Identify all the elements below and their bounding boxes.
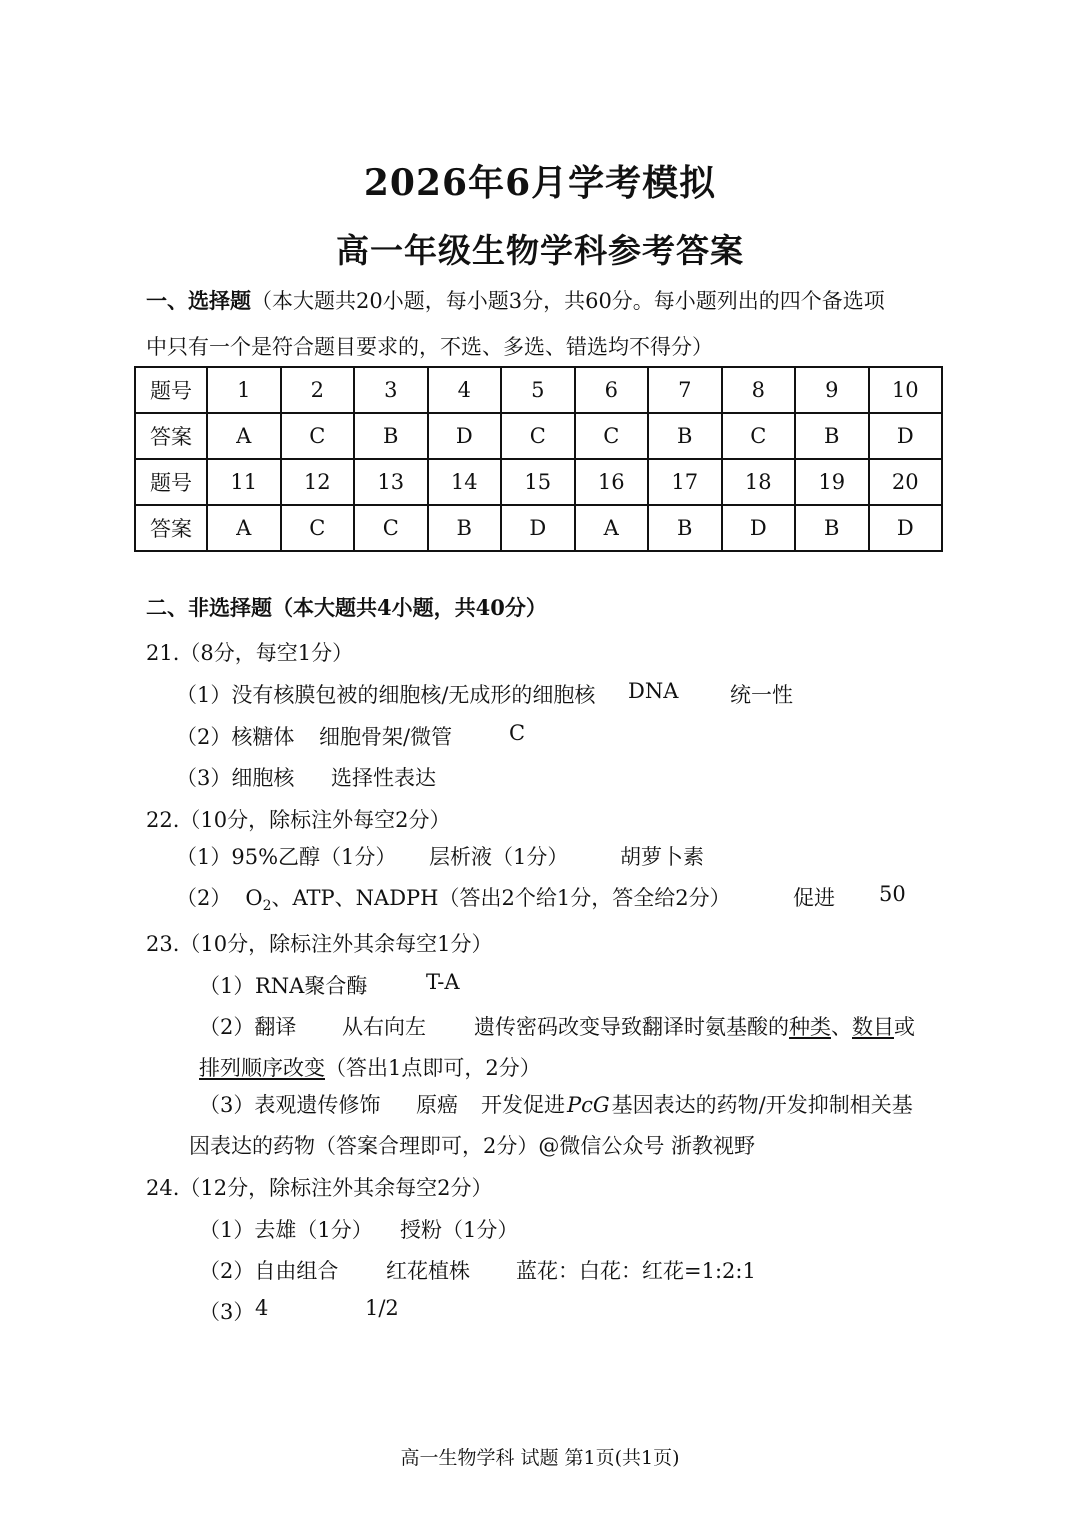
table-cell: C [501,413,575,459]
answer-text: （答出1点即可，2分） [325,1056,541,1080]
table-cell: 4 [428,367,502,413]
table-cell: 10 [869,367,943,413]
answer-text: （1）去雄（1分） [199,1218,373,1242]
answer-text: 排列顺序改变 [199,1056,325,1080]
answer-text: （1） [199,974,255,998]
table-cell: A [207,413,281,459]
table-cell: 5 [501,367,575,413]
table-cell: B [795,505,869,551]
answer-text: 、ATP、NADPH（答出2个给1分，答全给2分） [271,886,731,910]
answer-table [134,366,943,552]
table-cell: D [722,505,796,551]
answer-text: 遗传密码改变导致翻译时氨基酸的种类、数目或 [474,1015,915,1039]
table-cell: C [281,413,355,459]
q22-part1 [176,841,704,871]
section2-heading: 二、非选择题（本大题共4小题，共40分） [146,595,547,620]
answer-text: 胡萝卜素 [620,845,704,869]
q23-part2 [199,1011,915,1041]
table-cell: 2 [281,367,355,413]
table-cell: B [354,413,428,459]
table-cell: B [428,505,502,551]
table-cell: C [575,413,649,459]
section1-desc-line1: （本大题共20小题，每小题3分，共60分。每小题列出的四个备选项 [251,289,885,313]
table-cell: 17 [648,459,722,505]
table-row-label: 题号 [135,367,207,413]
table-answer-row [135,413,942,459]
answer-text: （2）自由组合 [199,1259,339,1283]
table-cell: A [207,505,281,551]
table-cell: C [354,505,428,551]
table-cell: 9 [795,367,869,413]
answer-text: O [245,886,263,910]
table-cell: 20 [869,459,943,505]
answer-text: 蓝花：白花：红花=1:2:1 [516,1259,756,1283]
answer-text: 层析液（1分） [429,845,569,869]
table-answer-row [135,505,942,551]
answer-text: 统一性 [730,683,793,707]
answer-text: （2） [176,886,232,910]
table-cell: D [869,505,943,551]
answer-text: RNA聚合酶 [255,974,368,998]
q21-part3 [176,762,436,792]
table-cell: 19 [795,459,869,505]
q24-heading: 24.（12分，除标注外其余每空2分） [146,1176,493,1200]
q23-part3 [199,1089,913,1119]
table-cell: D [428,413,502,459]
table-cell: 16 [575,459,649,505]
q23-part2-cont [199,1052,541,1082]
page-footer: 高一生物学科 试题 第1页(共1页) [400,1447,680,1469]
answer-text: 从右向左 [342,1015,426,1039]
q23-part1 [199,970,460,1000]
answer-text: 原癌 [416,1093,458,1117]
table-cell: 1 [207,367,281,413]
table-cell: B [648,413,722,459]
table-cell: B [795,413,869,459]
table-cell: 18 [722,459,796,505]
answer-text: 开发促进PcG基因表达的药物/开发抑制相关基 [481,1093,913,1117]
table-cell: D [501,505,575,551]
answer-text: C [509,721,526,745]
answer-text: 4 [255,1296,269,1320]
table-cell: 12 [281,459,355,505]
answer-text: （3）细胞核 [176,766,295,790]
q21-part1 [176,679,793,709]
table-cell: B [648,505,722,551]
table-cell: C [722,413,796,459]
page-subtitle: 高一年级生物学科参考答案 [336,231,744,270]
q22-part2 [176,882,906,915]
table-cell: 3 [354,367,428,413]
q21-heading: 21.（8分，每空1分） [146,641,354,665]
table-row-label: 答案 [135,413,207,459]
table-cell: 11 [207,459,281,505]
answer-text: T-A [426,970,460,994]
table-number-row [135,459,942,505]
q22-heading: 22.（10分，除标注外每空2分） [146,808,451,832]
answer-text: （2）翻译 [199,1015,297,1039]
table-cell: 13 [354,459,428,505]
table-cell: 14 [428,459,502,505]
q21-part2 [176,721,526,751]
answer-text: （1）没有核膜包被的细胞核/无成形的细胞核 [176,683,596,707]
answer-text: （2）核糖体 [176,725,295,749]
table-row-label: 题号 [135,459,207,505]
q24-part1 [199,1214,519,1244]
q23-part3-cont: 因表达的药物（答案合理即可，2分）@微信公众号 浙教视野 [189,1134,756,1158]
table-cell: 7 [648,367,722,413]
answer-text: 授粉（1分） [400,1218,519,1242]
q24-part2 [199,1255,756,1285]
answer-text: （3）表观遗传修饰 [199,1093,381,1117]
section1-desc-line2: 中只有一个是符合题目要求的，不选、多选、错选均不得分） [146,335,713,359]
subscript: 2 [262,898,272,915]
table-cell: 15 [501,459,575,505]
section1-heading: 一、选择题 [146,288,251,313]
answer-text: （1）95%乙醇（1分） [176,845,397,869]
answer-text: （3） [199,1300,255,1324]
answer-text: 促进 [793,886,835,910]
table-cell: D [869,413,943,459]
answer-text: 50 [879,882,906,906]
answer-text: 选择性表达 [331,766,436,790]
table-cell: 8 [722,367,796,413]
table-number-row [135,367,942,413]
section1-intro [146,285,885,315]
q24-part3 [199,1296,399,1326]
page-title: 2026年6月学考模拟 [363,162,717,204]
answer-text: 1/2 [365,1296,399,1320]
table-row-label: 答案 [135,505,207,551]
q23-heading: 23.（10分，除标注外其余每空1分） [146,932,493,956]
table-cell: A [575,505,649,551]
table-cell: C [281,505,355,551]
answer-text: 细胞骨架/微管 [319,725,453,749]
answer-text: DNA [628,679,679,703]
answer-text: 红花植株 [386,1259,470,1283]
table-cell: 6 [575,367,649,413]
